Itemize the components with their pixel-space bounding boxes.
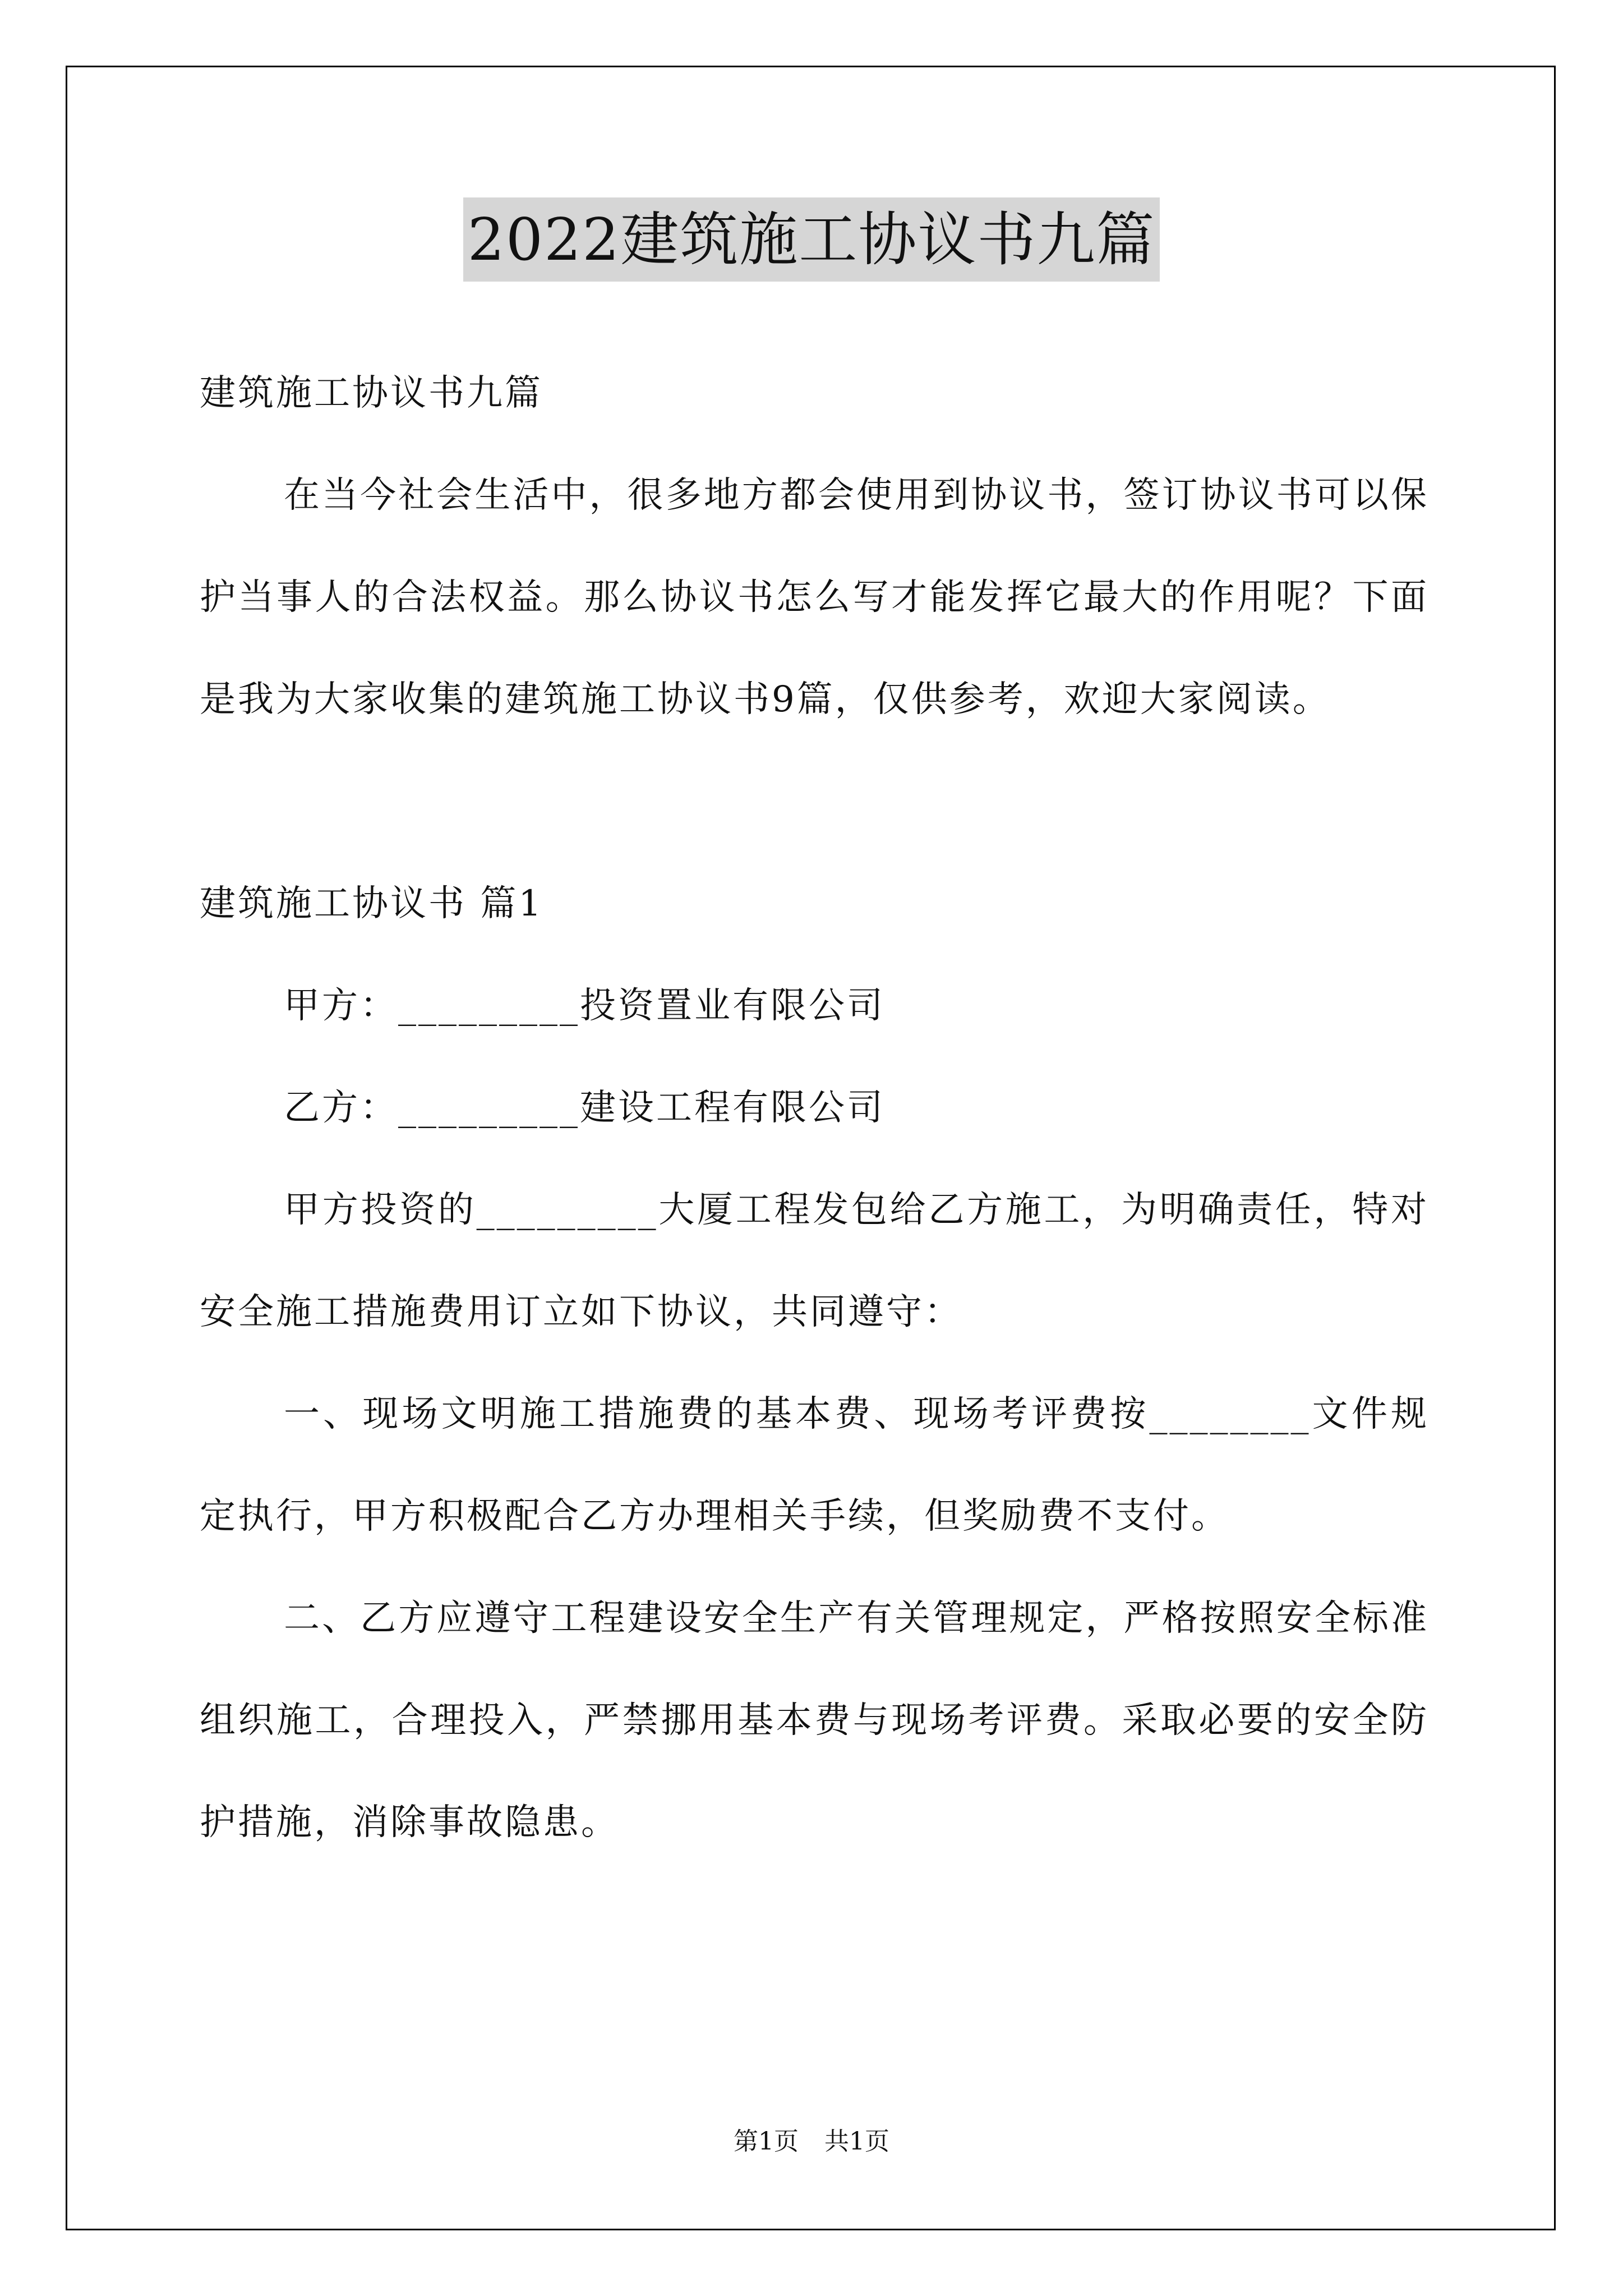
page-total: 共1页 xyxy=(824,2127,889,2156)
party-a-line: 甲方：_________投资置业有限公司 xyxy=(284,985,885,1027)
clause-one: 一、现场文明施工措施费的基本费、现场考评费按________文件规定执行，甲方积极配合乙方办理相关手续，但奖励费不支付。 xyxy=(200,1393,1429,1537)
article-heading: 建筑施工协议书 篇1 xyxy=(200,883,544,924)
agreement-preamble: 甲方投资的_________大厦工程发包给乙方施工，为明确责任，特对安全施工措施费用订立如下协议，共同遵守： xyxy=(200,1189,1429,1333)
party-b-line: 乙方：_________建设工程有限公司 xyxy=(284,1087,885,1129)
document-title: 2022建筑施工协议书九篇 xyxy=(463,197,1160,282)
clause-two: 二、乙方应遵守工程建设安全生产有关管理规定，严格按照安全标准组织施工，合理投入，严禁挪用基本费与现场考评费。采取必要的安全防护措施，消除事故隐患。 xyxy=(200,1598,1429,1843)
title-container xyxy=(0,197,1623,282)
intro-paragraph: 在当今社会生活中，很多地方都会使用到协议书，签订协议书可以保护当事人的合法权益。那么协议书怎么写才能发挥它最大的作用呢？下面是我为大家收集的建筑施工协议书9篇，仅供参考，欢迎大家阅读。 xyxy=(200,475,1429,720)
page-number: 第1页 xyxy=(734,2127,799,2156)
page-footer xyxy=(0,2125,1623,2159)
document-body xyxy=(200,342,1429,1874)
section-heading: 建筑施工协议书九篇 xyxy=(200,372,543,414)
